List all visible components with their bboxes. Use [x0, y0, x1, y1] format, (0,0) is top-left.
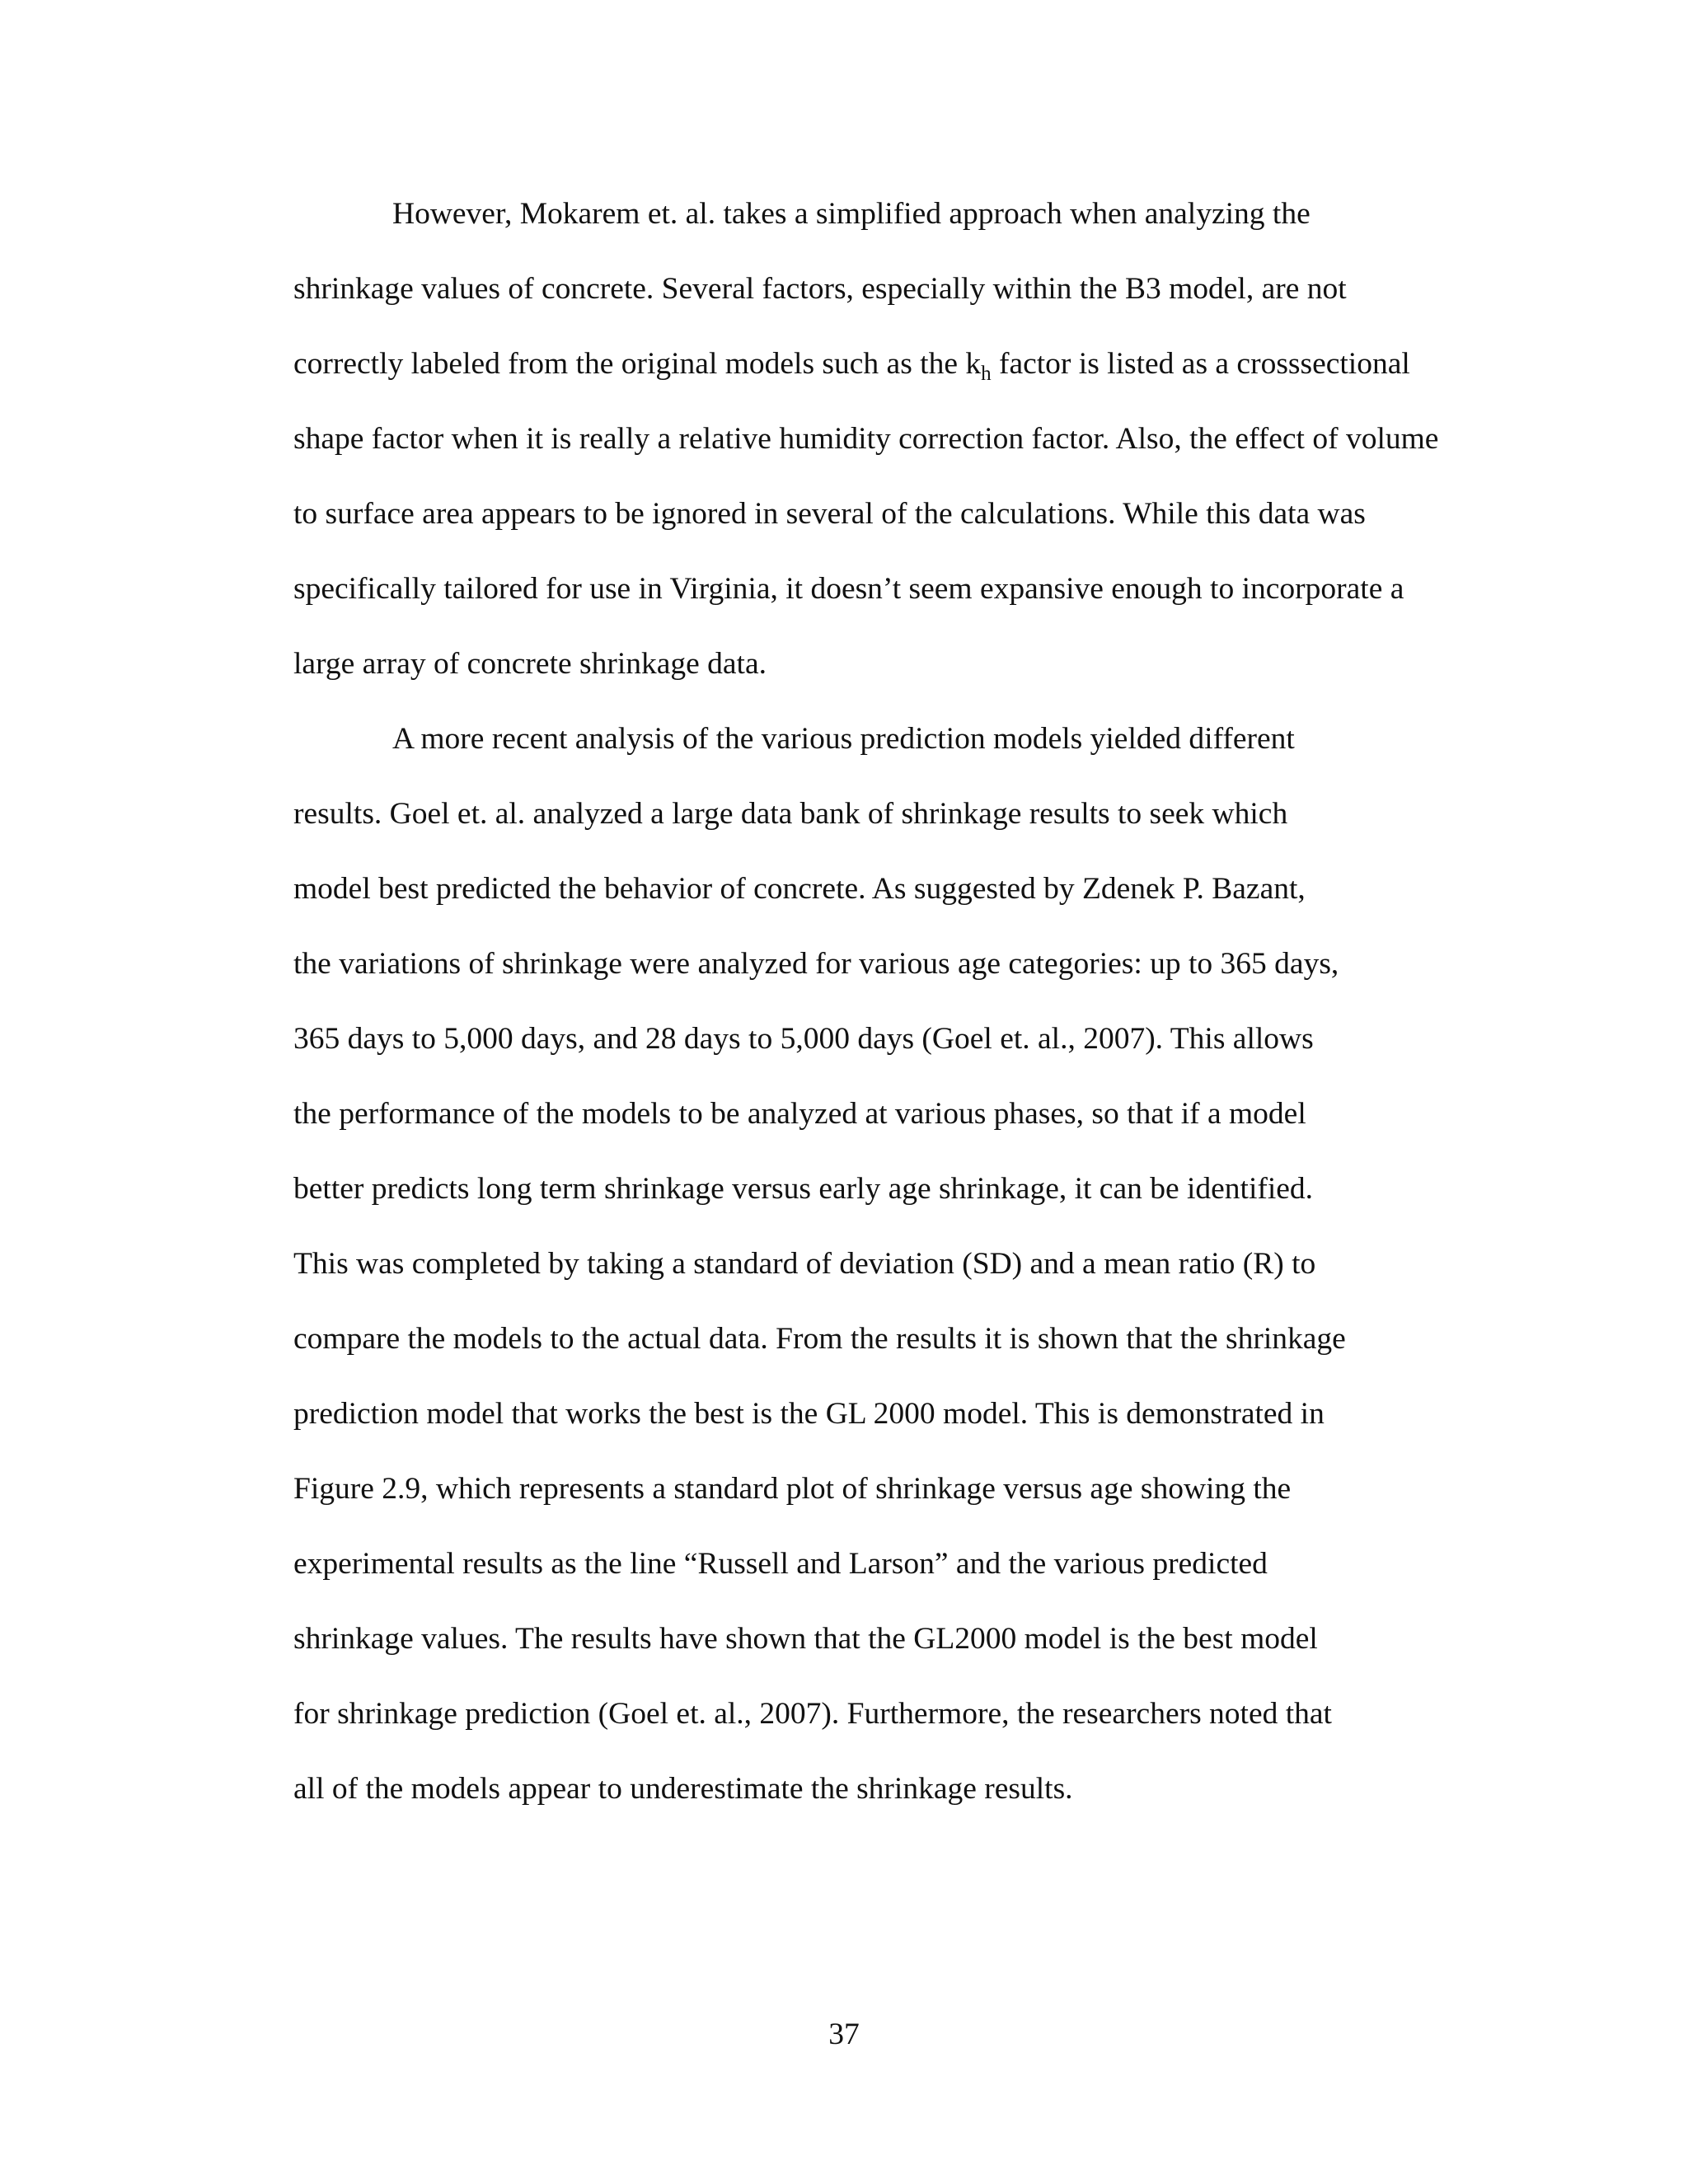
- paragraph-2-line-4: the variations of shrinkage were analyzed for various age categories: up to 365 days,: [293, 947, 1339, 981]
- paragraph-1-line-6: specifically tailored for use in Virginia, it doesn’t seem expansive enough to incorporate a: [293, 572, 1404, 606]
- paragraph-2-line-3: model best predicted the behavior of concrete. As suggested by Zdenek P. Bazant,: [293, 872, 1306, 906]
- paragraph-2-line-13: shrinkage values. The results have shown that the GL2000 model is the best model: [293, 1622, 1318, 1656]
- paragraph-1-line-7: large array of concrete shrinkage data.: [293, 647, 767, 681]
- paragraph-2-line-11: Figure 2.9, which represents a standard plot of shrinkage versus age showing the: [293, 1472, 1292, 1506]
- line-3-after-subscript: factor is listed as a crosssectional: [991, 347, 1410, 381]
- paragraph-1-line-1: However, Mokarem et. al. takes a simplified approach when analyzing the: [392, 197, 1311, 231]
- paragraph-2-line-2: results. Goel et. al. analyzed a large data bank of shrinkage results to seek which: [293, 797, 1288, 831]
- paragraph-2-line-9: compare the models to the actual data. From the results it is shown that the shrinkage: [293, 1322, 1346, 1356]
- paragraph-1-line-5: to surface area appears to be ignored in several of the calculations. While this data was: [293, 497, 1366, 531]
- paragraph-2-line-1: A more recent analysis of the various prediction models yielded different: [392, 722, 1295, 756]
- paragraph-2-line-10: prediction model that works the best is the GL 2000 model. This is demonstrated in: [293, 1397, 1325, 1431]
- paragraph-2-line-7: better predicts long term shrinkage versus early age shrinkage, it can be identified.: [293, 1172, 1314, 1206]
- page-number: 37: [828, 2018, 860, 2051]
- paragraph-2-line-15: all of the models appear to underestimate the shrinkage results.: [293, 1772, 1073, 1806]
- paragraph-2-line-8: This was completed by taking a standard of deviation (SD) and a mean ratio (R) to: [293, 1247, 1316, 1281]
- paragraph-2-line-6: the performance of the models to be analyzed at various phases, so that if a model: [293, 1097, 1306, 1131]
- paragraph-1-line-2: shrinkage values of concrete. Several factors, especially within the B3 model, are not: [293, 272, 1347, 306]
- paragraph-2-line-14: for shrinkage prediction (Goel et. al., 2007). Furthermore, the researchers noted that: [293, 1697, 1332, 1731]
- kh-subscript: h: [981, 363, 992, 385]
- line-3-before-subscript: correctly labeled from the original models such as the k: [293, 347, 982, 381]
- paragraph-2-line-12: experimental results as the line “Russell and Larson” and the various predicted: [293, 1547, 1268, 1581]
- paragraph-1-line-3: [293, 344, 1410, 384]
- paragraph-2-line-5: 365 days to 5,000 days, and 28 days to 5,000 days (Goel et. al., 2007). This allows: [293, 1022, 1314, 1056]
- paragraph-1-line-4: shape factor when it is really a relative humidity correction factor. Also, the effect of volume: [293, 422, 1439, 456]
